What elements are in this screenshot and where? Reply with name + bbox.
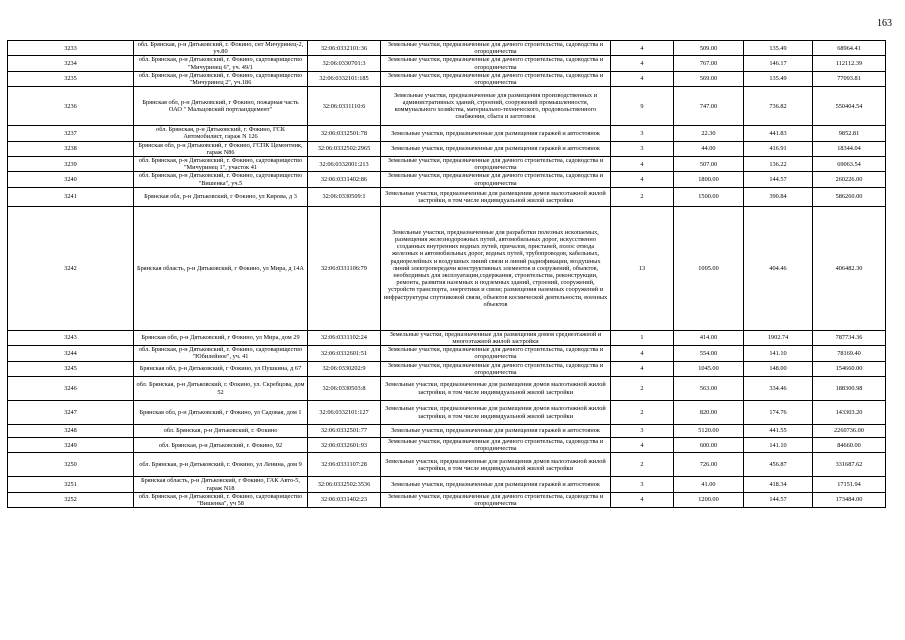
land-use-cell: Земельные участки, предназначенные для дачного строительства, садоводства и огородничества [381, 438, 611, 453]
group-number-cell: 1 [611, 330, 674, 345]
group-number-cell: 3 [611, 477, 674, 492]
cadastral-number-cell: 32:06:0330509:1 [308, 187, 381, 206]
area-cell: 569.00 [674, 71, 744, 86]
area-cell: 414.00 [674, 330, 744, 345]
land-use-cell: Земельные участки, предназначенные для размещения гаражей и автостоянок [381, 425, 611, 438]
unit-rate-cell: 418.34 [744, 477, 813, 492]
address-cell: обл. Брянская, р-н Дятьковский, г. Фокино, ул. Скребцова, дом 52 [134, 377, 308, 401]
cadastral-value-cell: 550404.54 [813, 87, 886, 126]
cadastral-number-cell: 32:06:0331102:24 [308, 330, 381, 345]
row-number-cell: 3233 [8, 41, 134, 56]
unit-rate-cell: 136.22 [744, 157, 813, 172]
cadastral-value-cell: 331687.62 [813, 453, 886, 477]
group-number-cell: 4 [611, 41, 674, 56]
cadastral-number-cell: 32:06:0332101:185 [308, 71, 381, 86]
row-number-cell: 3239 [8, 157, 134, 172]
row-number-cell: 3248 [8, 425, 134, 438]
unit-rate-cell: 390.84 [744, 187, 813, 206]
cadastral-number-cell: 32:06:0331402:86 [308, 172, 381, 187]
group-number-cell: 9 [611, 87, 674, 126]
address-cell: обл. Брянская, р-н Дятьковский, г. Фокино, снт Мичуринец-2, уч.80 [134, 41, 308, 56]
table-row [8, 56, 886, 71]
row-number-cell: 3240 [8, 172, 134, 187]
address-cell: Брянская область, р-н Дятьковский, г Фокино, ГАК Авто-5, гараж N18 [134, 477, 308, 492]
cadastral-value-cell: 17151.94 [813, 477, 886, 492]
cadastral-number-cell: 32:06:0332001:213 [308, 157, 381, 172]
cadastral-value-cell: 69063.54 [813, 157, 886, 172]
address-cell: Брянская область, р-н Дятьковский, г Фокино, ул Мира, д 14А [134, 206, 308, 330]
group-number-cell: 13 [611, 206, 674, 330]
group-number-cell: 4 [611, 492, 674, 507]
cadastral-number-cell: 32:06:0332101:127 [308, 401, 381, 425]
land-use-cell: Земельные участки, предназначенные для размещения домов малоэтажной жилой застройки, в том числе индивидуальной жилой застройки [381, 453, 611, 477]
land-use-cell: Земельные участки, предназначенные для дачного строительства, садоводства и огородничества [381, 157, 611, 172]
land-use-cell: Земельные участки, предназначенные для размещения домов среднеэтажной и многоэтажной жилой застройки [381, 330, 611, 345]
land-use-cell: Земельные участки, предназначенные для дачного строительства, садоводства и огородничества [381, 172, 611, 187]
cadastral-number-cell: 32:06:0330503:8 [308, 377, 381, 401]
cadastral-number-cell: 32:06:0331402:23 [308, 492, 381, 507]
row-number-cell: 3237 [8, 126, 134, 141]
cadastral-value-cell: 188300.98 [813, 377, 886, 401]
cadastral-number-cell: 32:06:0332502:2965 [308, 141, 381, 156]
cadastral-value-cell: 2260736.00 [813, 425, 886, 438]
row-number-cell: 3235 [8, 71, 134, 86]
group-number-cell: 2 [611, 453, 674, 477]
row-number-cell: 3243 [8, 330, 134, 345]
land-use-cell: Земельные участки, предназначенные для размещения гаражей и автостоянок [381, 141, 611, 156]
land-use-cell: Земельные участки, предназначенные для размещения гаражей и автостоянок [381, 477, 611, 492]
area-cell: 600.00 [674, 438, 744, 453]
area-cell: 1045.00 [674, 361, 744, 376]
cadastral-value-cell: 77093.81 [813, 71, 886, 86]
row-number-cell: 3250 [8, 453, 134, 477]
cadastral-value-cell: 84660.00 [813, 438, 886, 453]
table-row [8, 172, 886, 187]
unit-rate-cell: 174.76 [744, 401, 813, 425]
area-cell: 1800.00 [674, 172, 744, 187]
unit-rate-cell: 404.46 [744, 206, 813, 330]
cadastral-value-cell: 18344.04 [813, 141, 886, 156]
cadastral-number-cell: 32:06:0332501:78 [308, 126, 381, 141]
address-cell: обл. Брянская, р-н Дятьковский, г. Фокино, ул Ленина, дом 9 [134, 453, 308, 477]
cadastral-value-cell: 112112.39 [813, 56, 886, 71]
cadastral-value-cell: 154660.00 [813, 361, 886, 376]
cadastral-value-cell: 787734.36 [813, 330, 886, 345]
row-number-cell: 3241 [8, 187, 134, 206]
address-cell: Брянская обл, р-н Дятьковский, г Фокино, ул Кирова, д 3 [134, 187, 308, 206]
table-row [8, 206, 886, 330]
address-cell: обл. Брянская, р-н Дятьковский, г. Фокино, садтоварищество "Мичуринец 6", уч. 49/1 [134, 56, 308, 71]
row-number-cell: 3251 [8, 477, 134, 492]
table-row [8, 377, 886, 401]
unit-rate-cell: 135.49 [744, 41, 813, 56]
group-number-cell: 4 [611, 361, 674, 376]
unit-rate-cell: 416.91 [744, 141, 813, 156]
cadastral-number-cell: 32:06:0332502:3536 [308, 477, 381, 492]
row-number-cell: 3249 [8, 438, 134, 453]
cadastral-number-cell: 32:06:0330202:9 [308, 361, 381, 376]
address-cell: обл. Брянская, р-н Дятьковский, г. Фокино, ГСК Автомобилист, гараж N 126 [134, 126, 308, 141]
land-use-cell: Земельные участки, предназначенные для размещения домов малоэтажной жилой застройки, в том числе индивидуальной жилой застройки [381, 187, 611, 206]
land-use-cell: Земельные участки, предназначенные для дачного строительства, садоводства и огородничества [381, 346, 611, 361]
land-use-cell: Земельные участки, предназначенные для дачного строительства, садоводства и огородничества [381, 361, 611, 376]
area-cell: 554.00 [674, 346, 744, 361]
land-use-cell: Земельные участки, предназначенные для размещения домов малоэтажной жилой застройки, в том числе индивидуальной жилой застройки [381, 377, 611, 401]
address-cell: Брянская обл, р-н Дятьковский, г Фокино, ГСПК Цементник, гараж N86 [134, 141, 308, 156]
cadastral-number-cell: 32:06:0331106:79 [308, 206, 381, 330]
land-use-cell: Земельные участки, предназначенные для размещения домов малоэтажной жилой застройки, в том числе индивидуальной жилой застройки [381, 401, 611, 425]
land-use-cell: Земельные участки, предназначенные для дачного строительства, садоводства и огородничества [381, 56, 611, 71]
table-row [8, 425, 886, 438]
unit-rate-cell: 144.57 [744, 492, 813, 507]
address-cell: обл. Брянская, р-н Дятьковский, г. Фокино, садтоварищество "Мичуринец 2", уч.186 [134, 71, 308, 86]
group-number-cell: 4 [611, 438, 674, 453]
row-number-cell: 3234 [8, 56, 134, 71]
area-cell: 507.00 [674, 157, 744, 172]
row-number-cell: 3246 [8, 377, 134, 401]
unit-rate-cell: 334.46 [744, 377, 813, 401]
address-cell: обл. Брянская, р-н Дятьковский, г. Фокино, садтоварищество "Вишенка", уч 58 [134, 492, 308, 507]
row-number-cell: 3244 [8, 346, 134, 361]
cadastral-number-cell: 32:06:0332601:51 [308, 346, 381, 361]
cadastral-value-cell: 260226.00 [813, 172, 886, 187]
table-row [8, 438, 886, 453]
table-row [8, 41, 886, 56]
cadastral-registry-table [7, 40, 886, 508]
table-row [8, 126, 886, 141]
area-cell: 509.00 [674, 41, 744, 56]
page-number: 163 [877, 18, 892, 29]
area-cell: 44.00 [674, 141, 744, 156]
group-number-cell: 2 [611, 187, 674, 206]
group-number-cell: 4 [611, 71, 674, 86]
row-number-cell: 3252 [8, 492, 134, 507]
address-cell: Брянская обл, р-н Дятьковский, г Фокино, ул Пушкина, д 67 [134, 361, 308, 376]
unit-rate-cell: 736.82 [744, 87, 813, 126]
table-row [8, 477, 886, 492]
table-row [8, 71, 886, 86]
group-number-cell: 4 [611, 56, 674, 71]
group-number-cell: 3 [611, 126, 674, 141]
cadastral-value-cell: 9852.81 [813, 126, 886, 141]
row-number-cell: 3245 [8, 361, 134, 376]
address-cell: обл. Брянская, р-н Дятьковский, г. Фокино, 92 [134, 438, 308, 453]
unit-rate-cell: 135.49 [744, 71, 813, 86]
group-number-cell: 2 [611, 401, 674, 425]
unit-rate-cell: 144.57 [744, 172, 813, 187]
address-cell: обл. Брянская, р-н Дятьковский, г. Фокино, садтоварищество "Вишенка", уч.5 [134, 172, 308, 187]
table-row [8, 361, 886, 376]
unit-rate-cell: 141.10 [744, 346, 813, 361]
land-use-cell: Земельные участки, предназначенные для размещения гаражей и автостоянок [381, 126, 611, 141]
unit-rate-cell: 1902.74 [744, 330, 813, 345]
table-row [8, 346, 886, 361]
cadastral-value-cell: 406482.30 [813, 206, 886, 330]
area-cell: 5120.00 [674, 425, 744, 438]
address-cell: обл. Брянская, р-н Дятьковский, г. Фокино, садтоварищество "Юбилейное", уч. 41 [134, 346, 308, 361]
unit-rate-cell: 148.00 [744, 361, 813, 376]
address-cell: Брянская обл, р-н Дятьковский, г Фокино, пожарная часть ОАО " Мальцовский портландцемент" [134, 87, 308, 126]
land-use-cell: Земельные участки, предназначенные для разработки полезных ископаемых, размещения железнодорожных путей, автомобильных дорог, искусственно созданных внутренних водных путей, причалов, пристаней, полос отвода железных и автомобильных дорог, водных путей, трубопроводов, кабельных, радиорелейных и воздушных линий связи и линий радиофикации, воздушных линий электропередачи конструктивных элементов и сооружений, объектов, необходимых для эксплуатации,содержания, строительства, реконструкции, ремонта, развития наземных и подземных зданий, строений, сооружений, устройств транспорта, энергетики и связи; размещения наземных сооружений и инфраструктуры спутниковой связи, объектов космической деятельности, военных объектов [381, 206, 611, 330]
group-number-cell: 4 [611, 346, 674, 361]
row-number-cell: 3238 [8, 141, 134, 156]
area-cell: 726.00 [674, 453, 744, 477]
cadastral-value-cell: 68964.41 [813, 41, 886, 56]
cadastral-value-cell: 78169.40 [813, 346, 886, 361]
cadastral-value-cell: 143303.20 [813, 401, 886, 425]
unit-rate-cell: 146.17 [744, 56, 813, 71]
table-row [8, 157, 886, 172]
address-cell: Брянская обл, р-н Дятьковский, г Фокино, ул Мира, дом 29 [134, 330, 308, 345]
land-use-cell: Земельные участки, предназначенные для дачного строительства, садоводства и огородничества [381, 41, 611, 56]
table-row [8, 187, 886, 206]
cadastral-value-cell: 173484.00 [813, 492, 886, 507]
address-cell: обл. Брянская, р-н Дятьковский, г. Фокино [134, 425, 308, 438]
area-cell: 1005.00 [674, 206, 744, 330]
area-cell: 41.00 [674, 477, 744, 492]
table-body [8, 41, 886, 508]
area-cell: 747.00 [674, 87, 744, 126]
group-number-cell: 4 [611, 157, 674, 172]
table-row [8, 330, 886, 345]
land-use-cell: Земельные участки, предназначенные для дачного строительства, садоводства и огородничества [381, 71, 611, 86]
area-cell: 1500.00 [674, 187, 744, 206]
cadastral-number-cell: 32:06:0331110:6 [308, 87, 381, 126]
unit-rate-cell: 441.55 [744, 425, 813, 438]
group-number-cell: 4 [611, 172, 674, 187]
cadastral-number-cell: 32:06:0331107:28 [308, 453, 381, 477]
area-cell: 22.30 [674, 126, 744, 141]
unit-rate-cell: 441.83 [744, 126, 813, 141]
group-number-cell: 3 [611, 425, 674, 438]
address-cell: обл. Брянская, р-н Дятьковский, г. Фокино, садтоварищество "Мичуринец 1", участок 41 [134, 157, 308, 172]
table-row [8, 141, 886, 156]
cadastral-number-cell: 32:06:0330701:3 [308, 56, 381, 71]
unit-rate-cell: 456.87 [744, 453, 813, 477]
row-number-cell: 3247 [8, 401, 134, 425]
table-row [8, 453, 886, 477]
table-row [8, 492, 886, 507]
group-number-cell: 3 [611, 141, 674, 156]
address-cell: Брянская обл, р-н Дятьковский, г Фокино, ул Садовая, дом 1 [134, 401, 308, 425]
unit-rate-cell: 141.10 [744, 438, 813, 453]
row-number-cell: 3236 [8, 87, 134, 126]
row-number-cell: 3242 [8, 206, 134, 330]
area-cell: 563.00 [674, 377, 744, 401]
table-row [8, 87, 886, 126]
group-number-cell: 2 [611, 377, 674, 401]
cadastral-number-cell: 32:06:0332601:93 [308, 438, 381, 453]
area-cell: 1200.00 [674, 492, 744, 507]
cadastral-number-cell: 32:06:0332501:77 [308, 425, 381, 438]
land-use-cell: Земельные участки, предназначенные для дачного строительства, садоводства и огородничества [381, 492, 611, 507]
table-row [8, 401, 886, 425]
land-use-cell: Земельные участки, предназначенные для размещения производственных и административных зданий, строений, сооружений промышленности, коммунального хозяйства, материально-технического, продовольственного снабжения, сбыта и заготовок [381, 87, 611, 126]
area-cell: 820.00 [674, 401, 744, 425]
cadastral-number-cell: 32:06:0332101:36 [308, 41, 381, 56]
cadastral-value-cell: 586260.00 [813, 187, 886, 206]
area-cell: 767.00 [674, 56, 744, 71]
